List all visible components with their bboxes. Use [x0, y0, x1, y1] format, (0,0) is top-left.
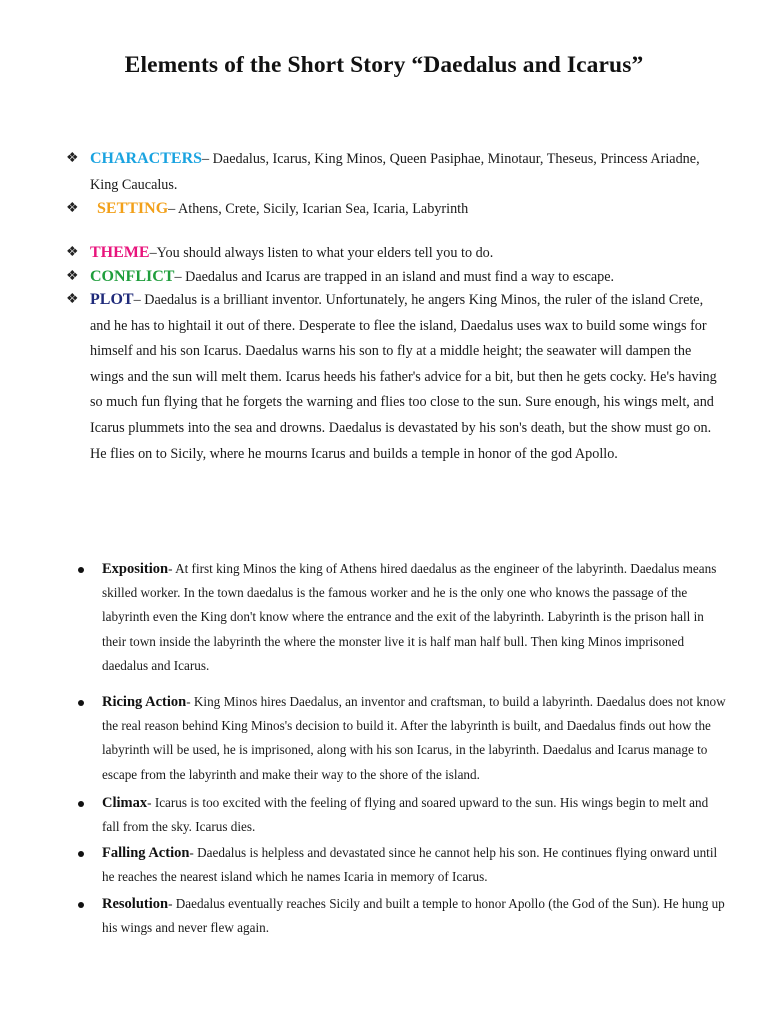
round-bullet-icon	[78, 851, 84, 857]
element-characters	[66, 146, 726, 198]
theme-dash: –	[149, 245, 157, 261]
theme-label: THEME	[90, 244, 150, 261]
list-item-falling-action	[76, 841, 726, 889]
plot-dash: –	[133, 292, 145, 308]
element-setting	[66, 196, 726, 223]
setting-label: SETTING	[97, 200, 169, 217]
characters-text: Daedalus, Icarus, King Minos, Queen Pasiphae, Minotaur, Theseus, Princess Ariadne, King Caucalus.	[90, 151, 700, 193]
round-bullet-icon	[78, 902, 84, 908]
round-bullet-icon	[78, 801, 84, 807]
resolution-label: Resolution	[102, 895, 169, 912]
setting-dash: –	[168, 201, 178, 217]
diamond-bullet-icon: ❖	[66, 292, 79, 307]
climax-dash: -	[147, 794, 155, 810]
falling-action-dash: -	[189, 845, 198, 861]
exposition-label: Exposition	[102, 561, 169, 577]
rising-action-dash: -	[186, 694, 194, 710]
exposition-text: At first king Minos the king of Athens hired daedalus as the engineer of the labyrinth. Daedalus means skilled worker. In the town daedalus is the famous worker and he is the only one who knows the passage of the labyrinth even the King don't know where the entrance and the exit of the labyrinth. Labyrinth is the prison hall in their town inside the labyrinth the where the monster live it is half man half bull. Then king Minos imprisoned daedalus and Icarus.	[102, 561, 717, 673]
setting-line	[90, 196, 726, 223]
plot-label: PLOT	[90, 291, 134, 308]
characters-label: CHARACTERS	[90, 150, 203, 167]
diamond-bullet-icon: ❖	[66, 201, 79, 216]
rising-action-label: Ricing Action	[102, 694, 187, 711]
page-title: Elements of the Short Story “Daedalus and Icarus”	[124, 52, 644, 78]
list-item-resolution	[76, 892, 726, 940]
characters-dash: –	[202, 151, 213, 167]
diamond-bullet-icon: ❖	[66, 269, 79, 284]
theme-text: You should always listen to what your elders tell you to do.	[156, 245, 494, 261]
falling-action-text: Daedalus is helpless and devastated since he cannot help his son. He continues flying onward until he reaches the nearest island which he names Icaria in memory of Icarus.	[102, 845, 718, 885]
list-item-climax	[76, 791, 726, 839]
plot-text: Daedalus is a brilliant inventor. Unfortunately, he angers King Minos, the ruler of the island Crete, and he has to hightail it out of there. Desperate to flee the island, Daedalus uses wax to build some wings for himself and his son Icarus. Daedalus warns his son to fly at a middle height; the seawater will dampen the wings and the sun will melt them. Icarus heeds his father's advice for a bit, but then he gets cocky. He's having so much fun flying that he forgets the warning and flies too close to the sun. Sure enough, his wings melt, and Icarus plummets into the sea and drowns. Daedalus is devastated by his son's death, but the show must go on. He flies on to Sicily, where he mourns Icarus and builds a temple in honor of the god Apollo.	[90, 292, 717, 462]
list-item-rising-action	[76, 690, 726, 787]
round-bullet-icon	[78, 700, 84, 706]
climax-text: Icarus is too excited with the feeling of flying and soared upward to the sun. His wings begin to melt and fall from the sky. Icarus dies.	[102, 794, 709, 835]
conflict-label: CONFLICT	[90, 268, 175, 285]
rising-action-text: King Minos hires Daedalus, an inventor and craftsman, to build a labyrinth. Daedalus does not know the real reason behind King Minos's decision to build it. After the labyrinth is built, and Daedalus finds out how the labyrinth will be used, he is imprisoned, along with his son Icarus, in the labyrinth. Daedalus and Icarus manage to escape from the labyrinth and make their way to the shore of the island.	[102, 694, 726, 782]
conflict-text: Daedalus and Icarus are trapped in an island and must find a way to escape.	[185, 269, 615, 285]
conflict-dash: –	[174, 269, 186, 285]
list-item-exposition	[76, 557, 726, 678]
climax-label: Climax	[102, 794, 148, 811]
element-theme	[66, 240, 726, 267]
exposition-dash: -	[168, 561, 176, 576]
round-bullet-icon	[78, 567, 84, 573]
characters-line	[90, 146, 726, 198]
diamond-bullet-icon: ❖	[66, 151, 79, 166]
setting-text: Athens, Crete, Sicily, Icarian Sea, Icaria, Labyrinth	[178, 201, 469, 217]
resolution-dash: -	[168, 895, 176, 911]
diamond-bullet-icon: ❖	[66, 245, 79, 260]
plot-line	[90, 287, 726, 467]
falling-action-label: Falling Action	[102, 845, 190, 862]
resolution-text: Daedalus eventually reaches Sicily and built a temple to honor Apollo (the God of the Sun). He hung up his wings and never flew again.	[102, 895, 725, 935]
element-plot	[66, 287, 726, 467]
theme-line	[90, 240, 726, 267]
plot-structure-list	[76, 557, 726, 940]
